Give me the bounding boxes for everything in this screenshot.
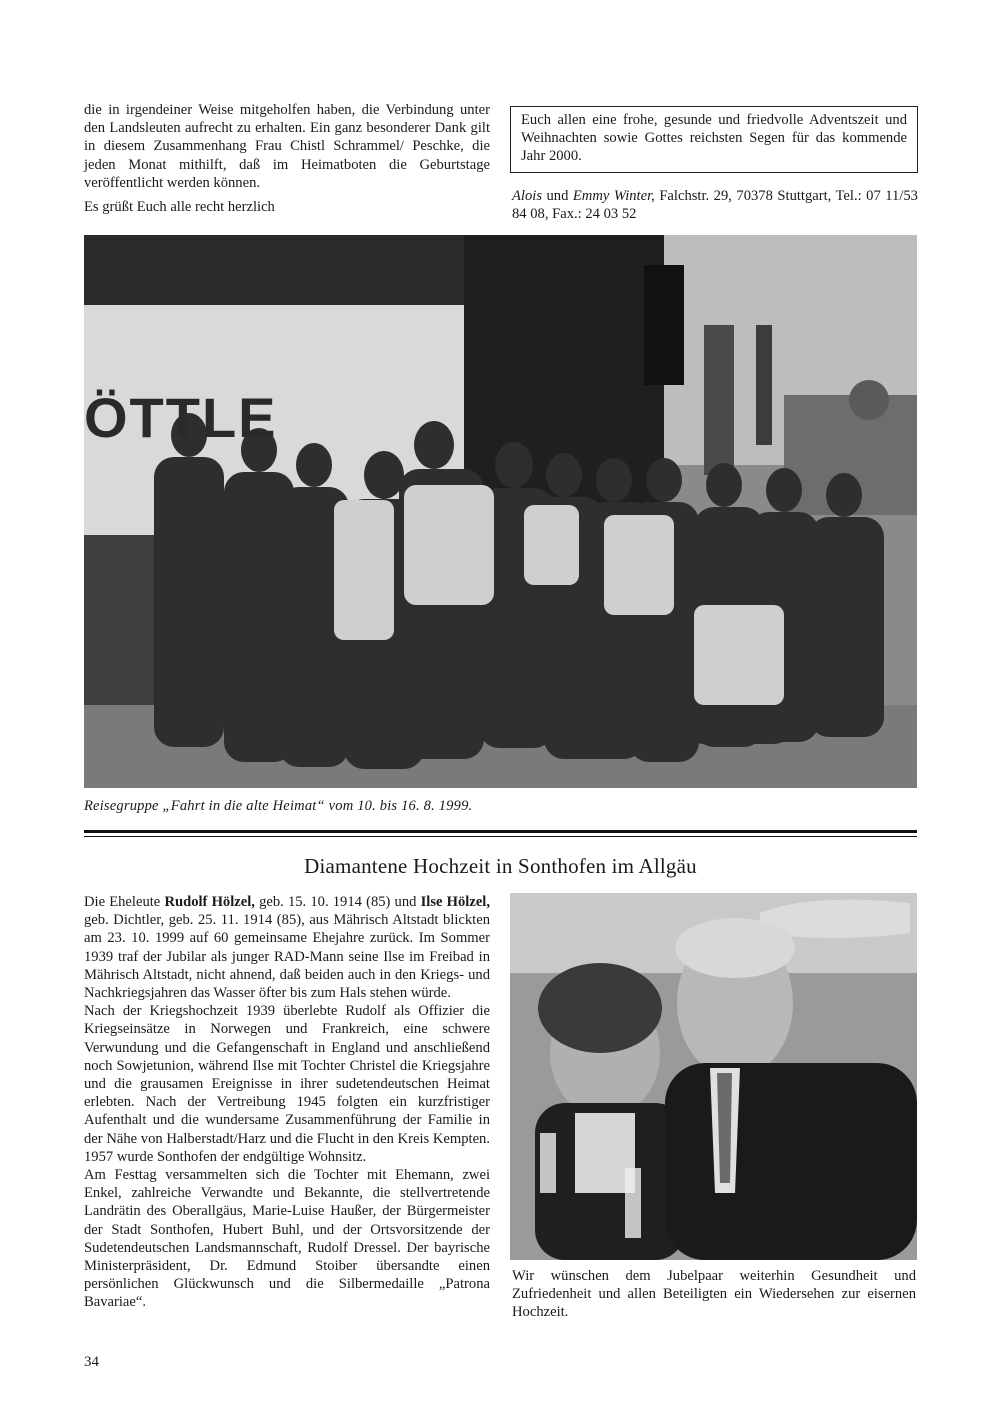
bus-lettering: ÖTTLE: [84, 386, 278, 449]
greeting-line: Es grüßt Euch alle recht herzlich: [84, 199, 275, 216]
signature-name-alois: Alois: [512, 188, 542, 204]
article-paragraph-1: [84, 893, 490, 1002]
article-paragraph-2: Nach der Kriegshochzeit 1939 überlebte Rudolf als Offizier die Kriegseinsätze in Norwegen und Frankreich, eine schwere Verwundung und die Gefangenschaft in England und anschließend noch Sowjetunion, während Ilse mit Tochter Christel die Kriegsjahre und die grausamen Ereignisse in ihrer sudetendeutschen Heimat erlebten. Nach der Vertreibung 1945 folgten ein kurzfristiger Aufenthalt und die wundersame Zusammenführung der Familie in der Nähe von Halberstadt/Harz und die Flucht in den Kreis Kempten. 1957 wurde Sonthofen der endgültige Wohnsitz.: [84, 1003, 490, 1165]
article-body: [84, 893, 490, 1312]
p1-rest: geb. Dichtler, geb. 25. 11. 1914 (85), aus Mährisch Altstadt blickten am 23. 10. 1999 auf 60 gemeinsame Ehejahre zurück. Im Sommer 1939 traf der Jubilar als junger RAD-Mann seine Ilse im Freibad in Mährisch Altstadt, nicht ahnend, daß beiden auch in den Kriegs- und Nachkriegsjahren das Wasser öfter bis zum Hals stehen würde.: [84, 912, 490, 1002]
signature-name-emmy: Emmy Winter,: [572, 188, 655, 204]
top-left-column: [84, 101, 490, 216]
p1-name-rudolf: Rudolf Hölzel,: [164, 894, 255, 910]
p1-intro: Die Eheleute: [84, 894, 161, 910]
group-photo-caption: Reisegruppe „Fahrt in die alte Heimat“ vom 10. bis 16. 8. 1999.: [84, 798, 473, 814]
article-paragraph-3: Am Festtag versammelten sich die Tochter mit Ehemann, zwei Enkel, zahlreiche Verwandte und Bekannte, die stellvertretende Landrätin des Oberallgäus, Marie-Luise Haußer, der Bürgermeister der Stadt Sonthofen, Hubert Buhl, und der Ortsvorsitzende der Sudetendeutschen Landsmannschaft, Rudolf Dressel. Der bayrische Ministerpräsident, Dr. Edmund Stoiber übersandte einen persönlichen Glückwunsch und die Silbermedaille „Patrona Bavariae“.: [84, 1167, 490, 1311]
group-photo-image: [84, 235, 917, 788]
page-number: 34: [84, 1354, 99, 1370]
p1-mid: geb. 15. 10. 1914 (85) und: [259, 894, 417, 910]
advent-greeting-box: [510, 106, 918, 173]
signature-address: Falchstr. 29, 70378 Stuttgart, Tel.: 07 11/53 84 08, Fax.: 24 03 52: [512, 188, 918, 222]
group-photo: [84, 235, 917, 788]
couple-photo: [510, 893, 917, 1260]
couple-photo-image: [510, 893, 917, 1260]
couple-photo-caption: Wir wünschen dem Jubelpaar weiterhin Gesundheit und Zufriedenheit und allen Beteiligten ein Wiedersehen zur eisernen Hochzeit.: [512, 1268, 916, 1321]
signature-and: und: [546, 188, 569, 204]
section-rule-thin: [84, 836, 917, 837]
section-rule-thick: [84, 830, 917, 833]
intro-paragraph: die in irgendeiner Weise mitgeholfen haben, die Verbindung unter den Landsleuten aufrecht zu erhalten. Ein ganz besonderer Dank gilt in diesem Zusammenhang Frau Chistl Schrammel/ Peschke, die jeden Monat mithilft, daß im Heimatboten die Geburtstage veröffentlicht werden können.: [84, 102, 490, 191]
signature-block: [512, 187, 918, 223]
advent-greeting-text: Euch allen eine frohe, gesunde und friedvolle Adventszeit und Weihnachten sowie Gottes reichsten Segen für das kommende Jahr 2000.: [521, 112, 907, 165]
p1-name-ilse: Ilse Hölzel,: [420, 894, 490, 910]
article-headline: Diamantene Hochzeit in Sonthofen im Allgäu: [304, 854, 697, 878]
